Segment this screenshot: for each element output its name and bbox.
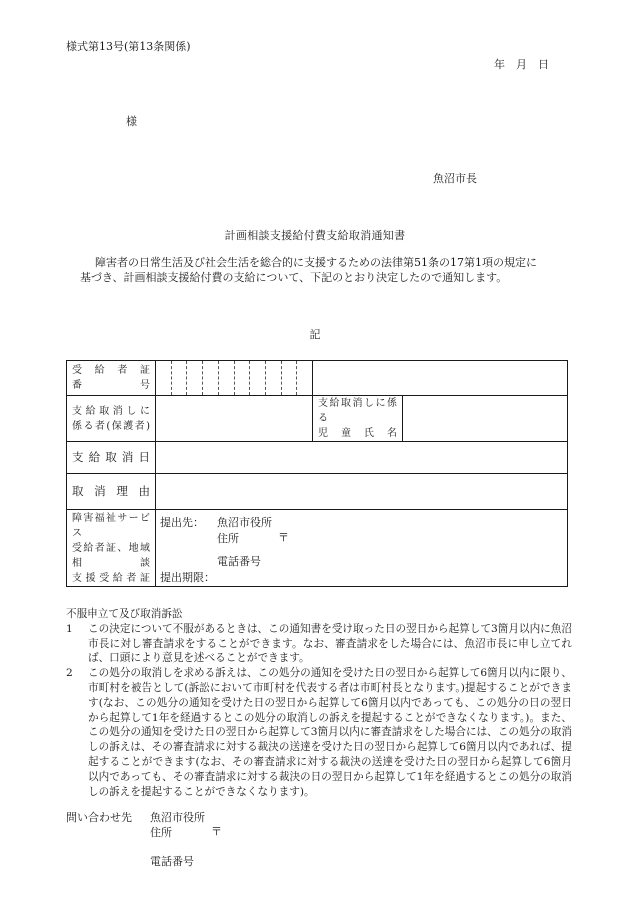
- recipient-number-digit-boxes: [156, 361, 312, 395]
- submission-info: [156, 510, 568, 587]
- cancel-date-field[interactable]: [156, 442, 568, 474]
- appeal-section: [66, 607, 572, 799]
- submit-to-label: 提出先：: [160, 516, 204, 529]
- submit-deadline-label: 提出期限：: [160, 571, 215, 584]
- submit-address-label: 住所: [217, 532, 239, 545]
- row-person: [67, 396, 568, 442]
- appeal-item-2-number: 2: [66, 667, 73, 680]
- ki-heading: 記: [309, 328, 321, 341]
- appeal-item-2-text: この処分の取消しを求める訴えは、この処分の通知を受けた日の翌日から起算して6箇月以内に限り、市町村を被告として(訴訟において市町村を代表する者は市町村長となります。)提起することができます(なお、この処分の通知を受けた日の翌日から起算して6箇月以内であっても、この処分の日の翌日から起算して1年を経過するとこの処分の取消しの訴えを提起することができなくなります。)。また、この処分の通知を受けた日の翌日から起算して3箇月以内に審査請求をした場合には、この処分の取消しの訴えは、その審査請求に対する裁決の送達を受けた日の翌日から起算して6箇月以内であれば、提起することができます(なお、その審査請求に対する裁決の送達を受けた日の翌日から起算して6箇月以内であっても、その審査請求に対する裁決の日の翌日から起算して1年を経過するとこの処分の取消しの訴えを提起することができなくなります)。: [88, 667, 572, 798]
- intro-paragraph: [80, 255, 570, 285]
- appeal-item-1: [66, 622, 572, 666]
- contact-postal-mark: 〒: [211, 825, 222, 838]
- certificate-label: 障害福祉サービス 受給者証、地域相談 支援受給者証: [67, 510, 156, 587]
- issue-date: 年 月 日: [494, 58, 549, 71]
- contact-label: 問い合わせ先: [66, 811, 132, 824]
- row-cancel-date: [67, 442, 568, 474]
- sender-name: 魚沼市長: [433, 172, 477, 185]
- recipient-number-blank: [313, 361, 568, 396]
- contact-address-label: 住所: [150, 826, 172, 839]
- submit-postal-mark: 〒: [278, 531, 289, 544]
- child-name-field[interactable]: [403, 396, 568, 442]
- addressee-suffix: 様: [126, 115, 137, 128]
- document-title: 計画相談支援給付費支給取消通知書: [224, 229, 406, 242]
- submit-to-office: 魚沼市役所: [217, 516, 272, 529]
- recipient-number-field[interactable]: [156, 361, 313, 396]
- person-label: 支給取消しに 係る者(保護者): [67, 396, 156, 442]
- child-name-label: 支給取消しに係る 児 童 氏 名: [313, 396, 403, 442]
- contact-phone-label: 電話番号: [150, 855, 194, 868]
- row-recipient-number: [67, 361, 568, 396]
- form-number: 様式第13号(第13条関係): [66, 40, 191, 53]
- contact-office: 魚沼市役所: [150, 811, 205, 824]
- appeal-item-1-text: この決定について不服があるときは、この通知書を受け取った日の翌日から起算して3箇月以内に魚沼市長に対し審査請求をすることができます。なお、審査請求をした場合には、魚沼市長に申し立てれば、口頭により意見を述べることができます。: [88, 622, 572, 665]
- intro-line-1: 障害者の日常生活及び社会生活を総合的に支援するための法律第51条の17第1項の規定に: [95, 256, 537, 269]
- reason-field[interactable]: [156, 474, 568, 510]
- intro-line-2: 基づき、計画相談支援給付費の支給について、下記のとおり決定したので通知します。: [80, 271, 508, 284]
- cancel-date-label: 支給取消日: [67, 442, 156, 474]
- appeal-heading: 不服申立て及び取消訴訟: [66, 608, 183, 620]
- cancellation-form-table: [66, 360, 568, 587]
- reason-label: 取消理由: [67, 474, 156, 510]
- row-certificate: [67, 510, 568, 587]
- recipient-number-label: 受 給 者 証 番 号: [67, 361, 156, 396]
- row-reason: [67, 474, 568, 510]
- submit-phone-label: 電話番号: [217, 555, 261, 568]
- appeal-item-1-number: 1: [66, 622, 73, 635]
- person-field[interactable]: [156, 396, 313, 442]
- appeal-item-2: [66, 666, 572, 799]
